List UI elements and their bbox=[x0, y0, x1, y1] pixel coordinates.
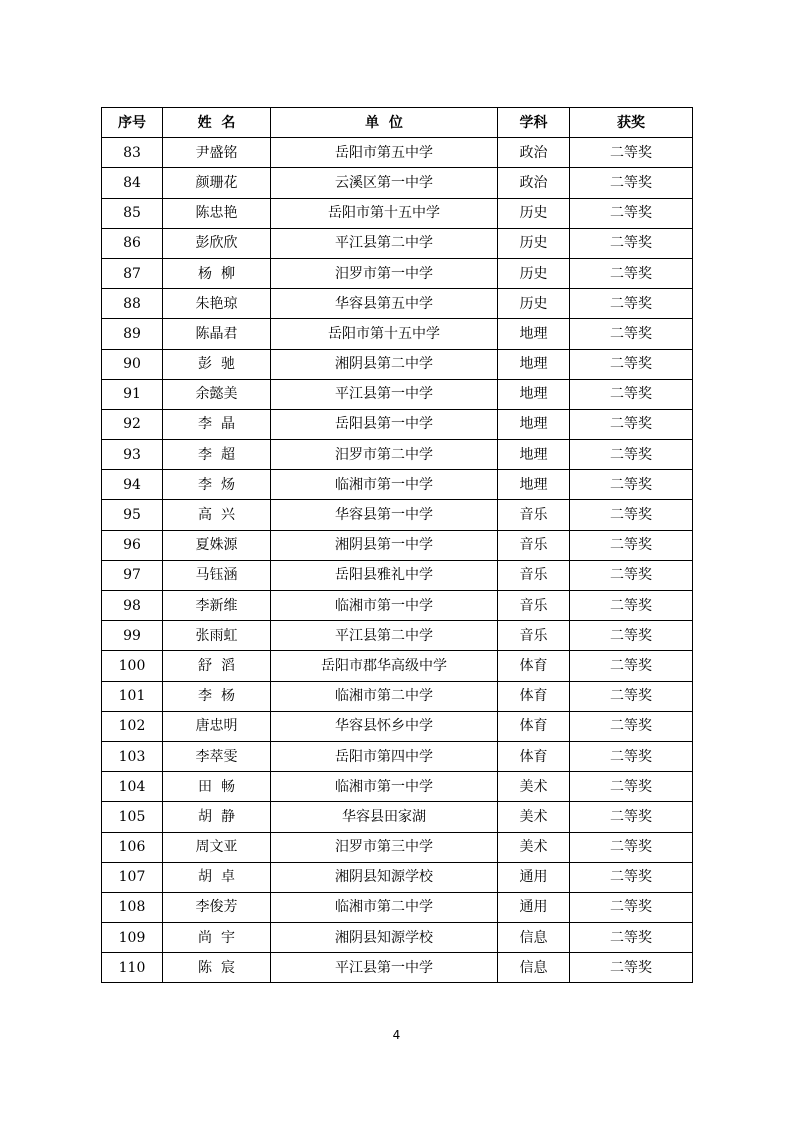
cell-award: 二等奖 bbox=[570, 500, 693, 530]
table-row bbox=[102, 198, 693, 228]
cell-name: 杨 柳 bbox=[163, 258, 271, 288]
table-row bbox=[102, 923, 693, 953]
cell-unit: 汨罗市第二中学 bbox=[271, 440, 498, 470]
cell-name: 李 超 bbox=[163, 440, 271, 470]
cell-unit: 华容县田家湖 bbox=[271, 802, 498, 832]
cell-award: 二等奖 bbox=[570, 772, 693, 802]
cell-award: 二等奖 bbox=[570, 923, 693, 953]
cell-subject: 地理 bbox=[498, 349, 570, 379]
cell-name: 李新维 bbox=[163, 591, 271, 621]
cell-no: 105 bbox=[102, 802, 163, 832]
cell-unit: 岳阳县雅礼中学 bbox=[271, 560, 498, 590]
cell-subject: 通用 bbox=[498, 862, 570, 892]
cell-no: 94 bbox=[102, 470, 163, 500]
cell-subject: 体育 bbox=[498, 741, 570, 771]
cell-name: 胡 卓 bbox=[163, 862, 271, 892]
table-row bbox=[102, 892, 693, 922]
cell-award: 二等奖 bbox=[570, 168, 693, 198]
cell-no: 106 bbox=[102, 832, 163, 862]
table-row bbox=[102, 953, 693, 983]
cell-no: 101 bbox=[102, 681, 163, 711]
cell-subject: 体育 bbox=[498, 651, 570, 681]
table-row bbox=[102, 500, 693, 530]
cell-unit: 临湘市第一中学 bbox=[271, 772, 498, 802]
cell-award: 二等奖 bbox=[570, 289, 693, 319]
cell-name: 彭欣欣 bbox=[163, 228, 271, 258]
cell-no: 104 bbox=[102, 772, 163, 802]
cell-no: 99 bbox=[102, 621, 163, 651]
cell-name: 颜珊花 bbox=[163, 168, 271, 198]
cell-no: 102 bbox=[102, 711, 163, 741]
cell-unit: 平江县第二中学 bbox=[271, 621, 498, 651]
table-row bbox=[102, 228, 693, 258]
cell-subject: 历史 bbox=[498, 258, 570, 288]
cell-name: 陈 宸 bbox=[163, 953, 271, 983]
cell-name: 张雨虹 bbox=[163, 621, 271, 651]
cell-no: 92 bbox=[102, 409, 163, 439]
cell-subject: 历史 bbox=[498, 228, 570, 258]
cell-unit: 云溪区第一中学 bbox=[271, 168, 498, 198]
cell-subject: 地理 bbox=[498, 319, 570, 349]
cell-award: 二等奖 bbox=[570, 440, 693, 470]
cell-name: 彭 驰 bbox=[163, 349, 271, 379]
header-unit: 单 位 bbox=[271, 108, 498, 138]
cell-no: 109 bbox=[102, 923, 163, 953]
award-table bbox=[101, 107, 693, 983]
cell-name: 陈忠艳 bbox=[163, 198, 271, 228]
cell-unit: 岳阳市第五中学 bbox=[271, 138, 498, 168]
cell-no: 98 bbox=[102, 591, 163, 621]
cell-name: 朱艳琼 bbox=[163, 289, 271, 319]
table-row bbox=[102, 440, 693, 470]
cell-award: 二等奖 bbox=[570, 832, 693, 862]
cell-subject: 政治 bbox=[498, 168, 570, 198]
table-row bbox=[102, 379, 693, 409]
cell-subject: 历史 bbox=[498, 198, 570, 228]
cell-award: 二等奖 bbox=[570, 228, 693, 258]
cell-no: 108 bbox=[102, 892, 163, 922]
cell-subject: 音乐 bbox=[498, 530, 570, 560]
table-row bbox=[102, 651, 693, 681]
cell-unit: 临湘市第一中学 bbox=[271, 591, 498, 621]
cell-award: 二等奖 bbox=[570, 953, 693, 983]
cell-unit: 华容县怀乡中学 bbox=[271, 711, 498, 741]
cell-award: 二等奖 bbox=[570, 741, 693, 771]
cell-unit: 湘阴县知源学校 bbox=[271, 862, 498, 892]
table-row bbox=[102, 802, 693, 832]
cell-subject: 音乐 bbox=[498, 591, 570, 621]
table-row bbox=[102, 832, 693, 862]
cell-name: 田 畅 bbox=[163, 772, 271, 802]
cell-award: 二等奖 bbox=[570, 319, 693, 349]
cell-award: 二等奖 bbox=[570, 379, 693, 409]
cell-unit: 汨罗市第一中学 bbox=[271, 258, 498, 288]
cell-award: 二等奖 bbox=[570, 711, 693, 741]
cell-name: 尚 宇 bbox=[163, 923, 271, 953]
table-row bbox=[102, 349, 693, 379]
cell-award: 二等奖 bbox=[570, 651, 693, 681]
cell-award: 二等奖 bbox=[570, 862, 693, 892]
cell-name: 高 兴 bbox=[163, 500, 271, 530]
table-row bbox=[102, 409, 693, 439]
cell-subject: 美术 bbox=[498, 832, 570, 862]
cell-no: 103 bbox=[102, 741, 163, 771]
table-row bbox=[102, 772, 693, 802]
cell-subject: 地理 bbox=[498, 379, 570, 409]
table-row bbox=[102, 470, 693, 500]
cell-award: 二等奖 bbox=[570, 258, 693, 288]
cell-subject: 信息 bbox=[498, 953, 570, 983]
cell-subject: 音乐 bbox=[498, 500, 570, 530]
cell-unit: 湘阴县知源学校 bbox=[271, 923, 498, 953]
cell-unit: 岳阳县第一中学 bbox=[271, 409, 498, 439]
cell-subject: 地理 bbox=[498, 470, 570, 500]
cell-award: 二等奖 bbox=[570, 530, 693, 560]
table-row bbox=[102, 560, 693, 590]
cell-name: 舒 滔 bbox=[163, 651, 271, 681]
cell-award: 二等奖 bbox=[570, 892, 693, 922]
header-subject: 学科 bbox=[498, 108, 570, 138]
cell-unit: 湘阴县第一中学 bbox=[271, 530, 498, 560]
table-row bbox=[102, 741, 693, 771]
cell-no: 100 bbox=[102, 651, 163, 681]
cell-subject: 美术 bbox=[498, 802, 570, 832]
cell-no: 95 bbox=[102, 500, 163, 530]
cell-no: 96 bbox=[102, 530, 163, 560]
cell-name: 夏姝源 bbox=[163, 530, 271, 560]
cell-no: 84 bbox=[102, 168, 163, 198]
header-award: 获奖 bbox=[570, 108, 693, 138]
table-row bbox=[102, 168, 693, 198]
cell-unit: 岳阳市第十五中学 bbox=[271, 198, 498, 228]
cell-no: 107 bbox=[102, 862, 163, 892]
table-row bbox=[102, 681, 693, 711]
cell-name: 李 杨 bbox=[163, 681, 271, 711]
cell-subject: 体育 bbox=[498, 681, 570, 711]
cell-unit: 华容县第五中学 bbox=[271, 289, 498, 319]
cell-award: 二等奖 bbox=[570, 681, 693, 711]
table-row bbox=[102, 621, 693, 651]
table-body bbox=[102, 138, 693, 983]
cell-no: 110 bbox=[102, 953, 163, 983]
table-header-row bbox=[102, 108, 693, 138]
cell-subject: 政治 bbox=[498, 138, 570, 168]
cell-unit: 临湘市第二中学 bbox=[271, 892, 498, 922]
cell-unit: 华容县第一中学 bbox=[271, 500, 498, 530]
cell-unit: 岳阳市第十五中学 bbox=[271, 319, 498, 349]
table-row bbox=[102, 711, 693, 741]
cell-unit: 汨罗市第三中学 bbox=[271, 832, 498, 862]
cell-subject: 音乐 bbox=[498, 560, 570, 590]
cell-no: 86 bbox=[102, 228, 163, 258]
cell-subject: 美术 bbox=[498, 772, 570, 802]
cell-award: 二等奖 bbox=[570, 470, 693, 500]
cell-subject: 音乐 bbox=[498, 621, 570, 651]
header-no: 序号 bbox=[102, 108, 163, 138]
cell-name: 李 炀 bbox=[163, 470, 271, 500]
cell-name: 余懿美 bbox=[163, 379, 271, 409]
cell-award: 二等奖 bbox=[570, 409, 693, 439]
cell-unit: 平江县第一中学 bbox=[271, 953, 498, 983]
cell-unit: 平江县第一中学 bbox=[271, 379, 498, 409]
table-row bbox=[102, 319, 693, 349]
table-row bbox=[102, 138, 693, 168]
cell-unit: 临湘市第一中学 bbox=[271, 470, 498, 500]
cell-subject: 体育 bbox=[498, 711, 570, 741]
cell-award: 二等奖 bbox=[570, 560, 693, 590]
cell-name: 李 晶 bbox=[163, 409, 271, 439]
table-row bbox=[102, 530, 693, 560]
cell-name: 唐忠明 bbox=[163, 711, 271, 741]
cell-name: 尹盛铭 bbox=[163, 138, 271, 168]
cell-subject: 地理 bbox=[498, 409, 570, 439]
cell-award: 二等奖 bbox=[570, 198, 693, 228]
table-row bbox=[102, 258, 693, 288]
cell-award: 二等奖 bbox=[570, 349, 693, 379]
table-row bbox=[102, 862, 693, 892]
cell-no: 85 bbox=[102, 198, 163, 228]
cell-no: 87 bbox=[102, 258, 163, 288]
cell-award: 二等奖 bbox=[570, 591, 693, 621]
page-number: 4 bbox=[392, 1028, 401, 1042]
cell-award: 二等奖 bbox=[570, 138, 693, 168]
table-row bbox=[102, 289, 693, 319]
cell-unit: 临湘市第二中学 bbox=[271, 681, 498, 711]
header-name: 姓 名 bbox=[163, 108, 271, 138]
cell-subject: 历史 bbox=[498, 289, 570, 319]
cell-no: 90 bbox=[102, 349, 163, 379]
cell-unit: 平江县第二中学 bbox=[271, 228, 498, 258]
cell-subject: 地理 bbox=[498, 440, 570, 470]
cell-name: 陈晶君 bbox=[163, 319, 271, 349]
cell-no: 93 bbox=[102, 440, 163, 470]
cell-award: 二等奖 bbox=[570, 802, 693, 832]
cell-unit: 湘阴县第二中学 bbox=[271, 349, 498, 379]
cell-no: 91 bbox=[102, 379, 163, 409]
cell-name: 李萃雯 bbox=[163, 741, 271, 771]
cell-subject: 通用 bbox=[498, 892, 570, 922]
cell-name: 胡 静 bbox=[163, 802, 271, 832]
cell-award: 二等奖 bbox=[570, 621, 693, 651]
cell-no: 97 bbox=[102, 560, 163, 590]
table-row bbox=[102, 591, 693, 621]
cell-name: 李俊芳 bbox=[163, 892, 271, 922]
cell-unit: 岳阳市第四中学 bbox=[271, 741, 498, 771]
cell-unit: 岳阳市郡华高级中学 bbox=[271, 651, 498, 681]
cell-subject: 信息 bbox=[498, 923, 570, 953]
cell-no: 89 bbox=[102, 319, 163, 349]
cell-name: 马钰涵 bbox=[163, 560, 271, 590]
cell-no: 83 bbox=[102, 138, 163, 168]
cell-no: 88 bbox=[102, 289, 163, 319]
cell-name: 周文亚 bbox=[163, 832, 271, 862]
